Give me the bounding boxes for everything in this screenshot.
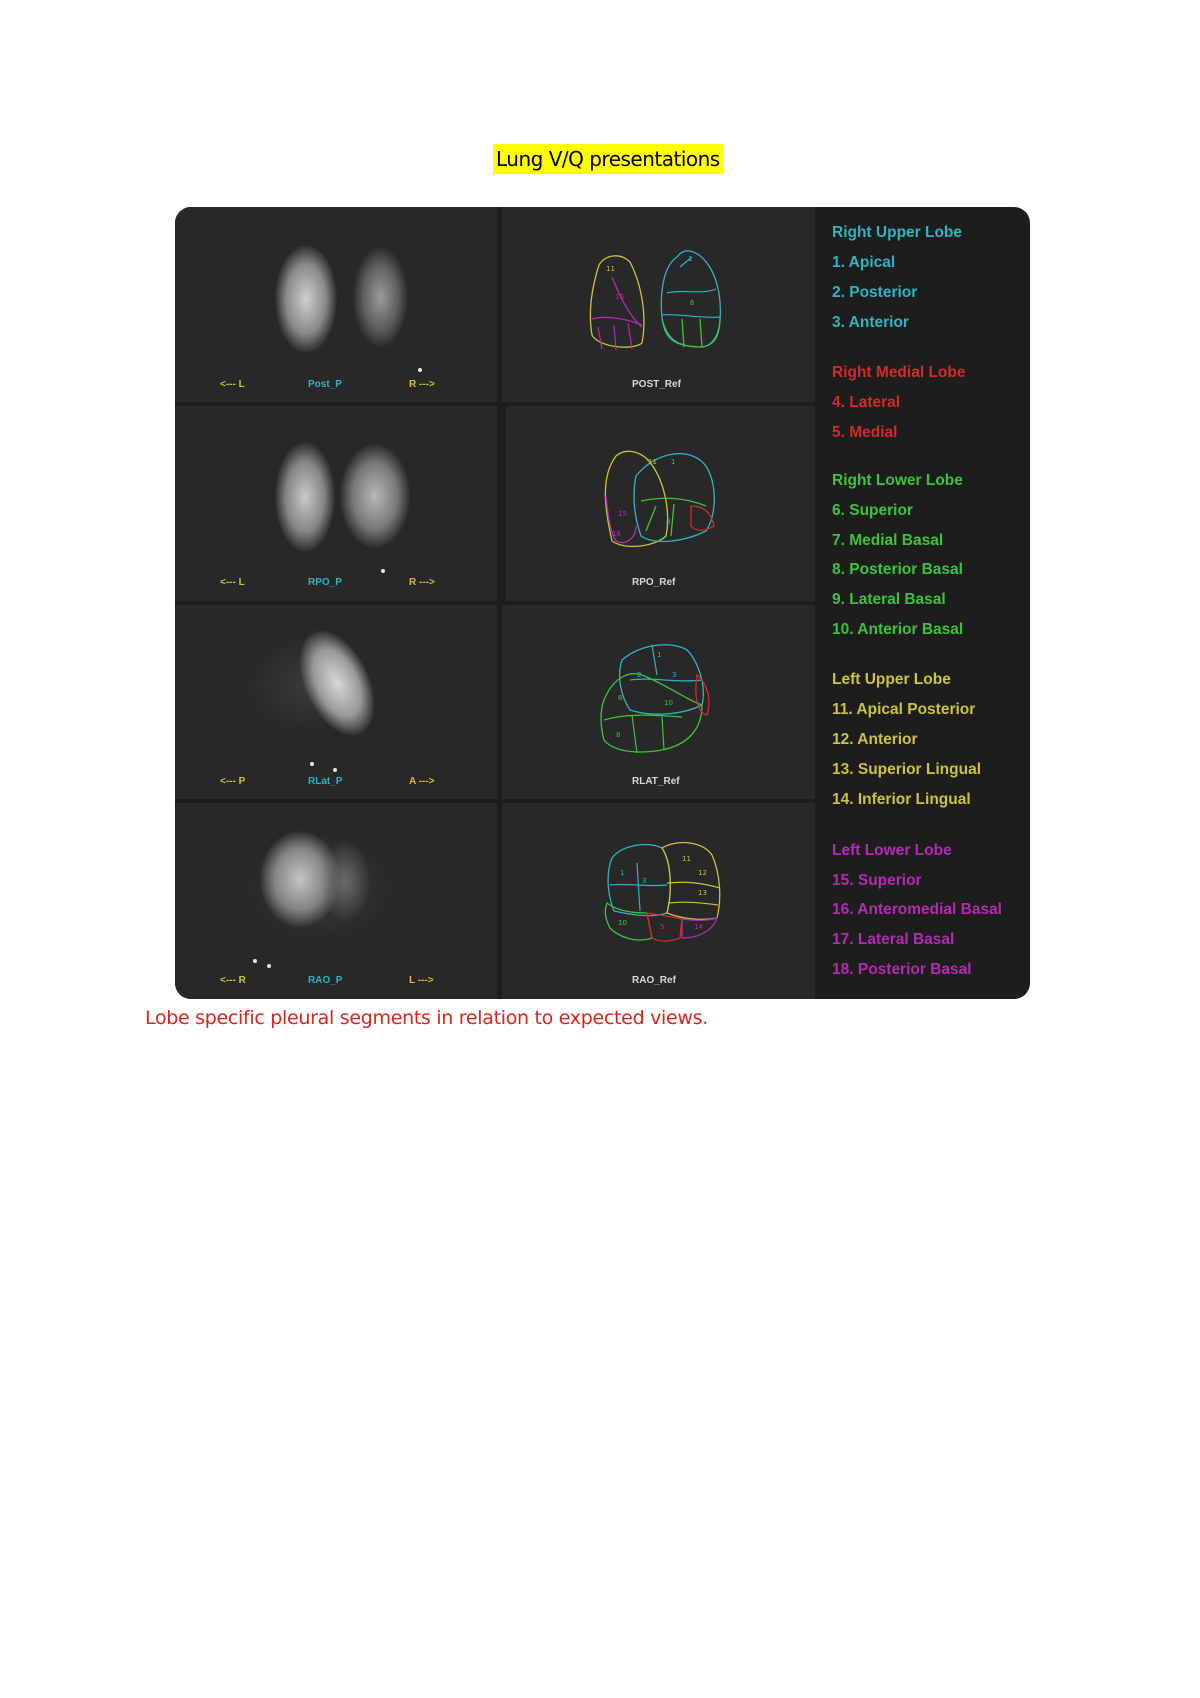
view-label: RLat_P xyxy=(308,776,343,787)
svg-text:8: 8 xyxy=(616,731,621,739)
legend-item: 16. Anteromedial Basal xyxy=(832,901,1002,918)
svg-text:6: 6 xyxy=(618,694,623,702)
svg-text:10: 10 xyxy=(618,919,627,927)
scan-panel-rpo xyxy=(175,406,497,601)
svg-text:1: 1 xyxy=(620,869,625,877)
legend-item: 15. Superior xyxy=(832,872,922,889)
view-label: RAO_P xyxy=(308,975,343,986)
direction-right-label: A ---> xyxy=(409,776,435,787)
ref-view-label: RLAT_Ref xyxy=(632,776,680,787)
legend-item: 1. Apical xyxy=(832,254,896,271)
svg-text:12: 12 xyxy=(698,869,707,877)
direction-right-label: R ---> xyxy=(409,577,435,588)
direction-right-label: L ---> xyxy=(409,975,434,986)
legend-item: 12. Anterior xyxy=(832,731,918,748)
view-label: RPO_P xyxy=(308,577,342,588)
svg-text:3: 3 xyxy=(642,877,647,885)
document-title: Lung V/Q presentations xyxy=(493,144,723,174)
legend-item: 9. Lateral Basal xyxy=(832,591,946,608)
marker-dot xyxy=(310,762,314,766)
ref-view-label: POST_Ref xyxy=(632,379,681,390)
direction-left-label: <--- L xyxy=(220,379,245,390)
direction-left-label: <--- R xyxy=(220,975,246,986)
ref-panel-rao xyxy=(502,803,815,999)
ref-view-label: RAO_Ref xyxy=(632,975,676,986)
svg-text:15: 15 xyxy=(618,510,627,518)
legend-heading-right-medial-lobe: Right Medial Lobe xyxy=(832,364,966,381)
legend-heading-left-upper-lobe: Left Upper Lobe xyxy=(832,671,951,688)
direction-left-label: <--- L xyxy=(220,577,245,588)
svg-text:8: 8 xyxy=(666,518,671,526)
legend-item: 11. Apical Posterior xyxy=(832,701,976,718)
marker-dot xyxy=(381,569,385,573)
rpo-ref-segment-diagram xyxy=(506,406,815,601)
legend-heading-left-lower-lobe: Left Lower Lobe xyxy=(832,842,952,859)
figure-caption: Lobe specific pleural segments in relation to expected views. xyxy=(145,1007,708,1029)
direction-right-label: R ---> xyxy=(409,379,435,390)
legend-item: 10. Anterior Basal xyxy=(832,621,964,638)
scan-panel-rao xyxy=(175,803,497,999)
legend-item: 3. Anterior xyxy=(832,314,909,331)
ref-view-label: RPO_Ref xyxy=(632,577,676,588)
legend-item: 4. Lateral xyxy=(832,394,901,411)
view-label: Post_P xyxy=(308,379,342,390)
svg-text:16: 16 xyxy=(615,293,624,301)
legend-item: 17. Lateral Basal xyxy=(832,931,955,948)
rlat-ref-segment-diagram xyxy=(502,605,815,799)
marker-dot xyxy=(267,964,271,968)
legend-item: 13. Superior Lingual xyxy=(832,761,981,778)
legend-item: 6. Superior xyxy=(832,502,913,519)
scan-panel-rlat xyxy=(175,605,497,799)
post-ref-segment-diagram xyxy=(502,207,815,402)
rao-ref-segment-diagram xyxy=(502,803,815,999)
svg-text:11: 11 xyxy=(606,265,615,273)
svg-text:10: 10 xyxy=(664,699,673,707)
svg-text:1: 1 xyxy=(671,458,676,466)
svg-text:1: 1 xyxy=(657,651,662,659)
scan-panel-post xyxy=(175,207,497,402)
marker-dot xyxy=(418,368,422,372)
legend-item: 2. Posterior xyxy=(832,284,918,301)
svg-text:13: 13 xyxy=(698,889,707,897)
svg-text:11: 11 xyxy=(682,855,691,863)
svg-text:1: 1 xyxy=(688,255,693,263)
vq-figure xyxy=(175,207,1030,999)
svg-text:14: 14 xyxy=(694,923,703,931)
svg-text:3: 3 xyxy=(672,671,677,679)
legend-heading-right-upper-lobe: Right Upper Lobe xyxy=(832,224,963,241)
legend-heading-right-lower-lobe: Right Lower Lobe xyxy=(832,472,963,489)
marker-dot xyxy=(333,768,337,772)
direction-left-label: <--- P xyxy=(220,776,246,787)
svg-text:11: 11 xyxy=(648,458,657,466)
ref-panel-post xyxy=(502,207,815,402)
legend-item: 8. Posterior Basal xyxy=(832,561,963,578)
svg-text:2: 2 xyxy=(637,671,642,679)
legend-item: 5. Medial xyxy=(832,424,898,441)
legend-item: 18. Posterior Basal xyxy=(832,961,972,978)
marker-dot xyxy=(253,959,257,963)
svg-text:6: 6 xyxy=(690,299,695,307)
ref-panel-rlat xyxy=(502,605,815,799)
svg-text:5: 5 xyxy=(660,923,665,931)
svg-text:16: 16 xyxy=(612,530,621,538)
legend-item: 14. Inferior Lingual xyxy=(832,791,971,808)
ref-panel-rpo xyxy=(506,406,815,601)
legend-item: 7. Medial Basal xyxy=(832,532,944,549)
